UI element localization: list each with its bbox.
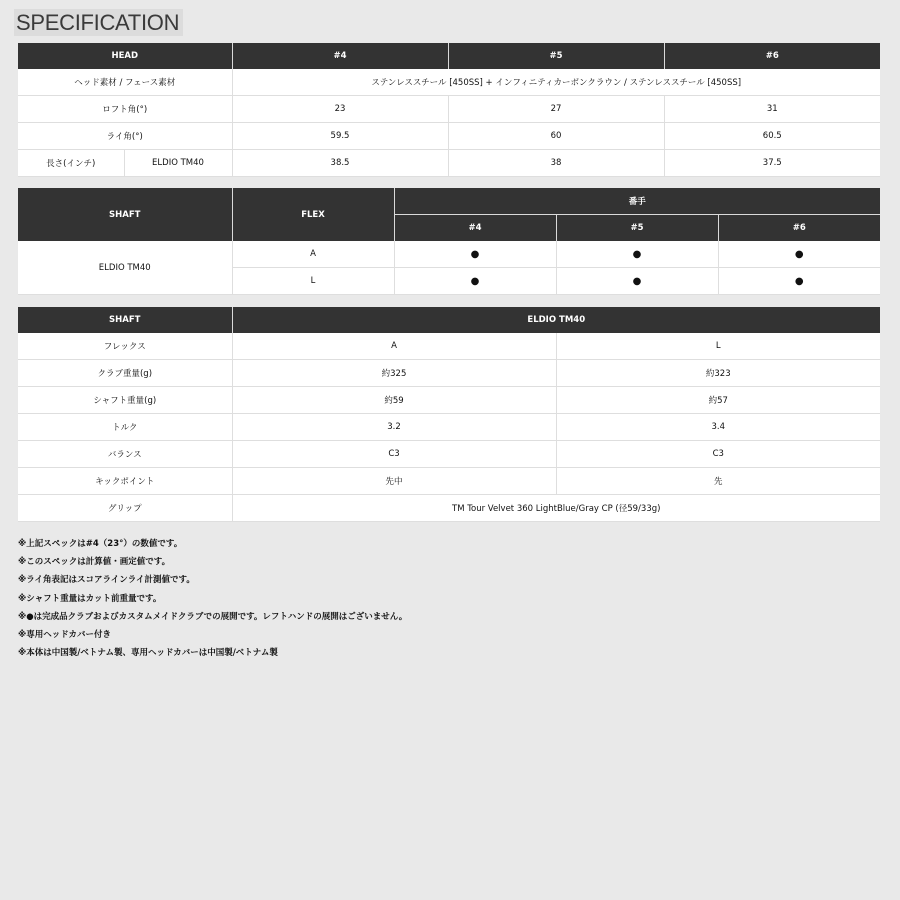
table-row bbox=[18, 69, 880, 96]
table-row bbox=[18, 96, 880, 123]
table-row bbox=[18, 241, 880, 268]
note-line: ※ライ角表記はスコアラインライ計測値です。 bbox=[18, 575, 195, 586]
table-row bbox=[18, 414, 880, 441]
shaft-name-header: ELDIO TM40 bbox=[232, 307, 880, 333]
table-cell: 3.2 bbox=[232, 414, 556, 441]
table-cell: 60 bbox=[448, 123, 664, 150]
head-spec-table bbox=[18, 43, 880, 177]
table-row bbox=[18, 360, 880, 387]
row-label: クラブ重量(g) bbox=[18, 360, 232, 387]
availability-mark: ● bbox=[556, 268, 718, 295]
grip-value: TM Tour Velvet 360 LightBlue/Gray CP (径59/33g) bbox=[232, 495, 880, 522]
row-label: トルク bbox=[18, 414, 232, 441]
table-cell: C3 bbox=[232, 441, 556, 468]
note-line: ※本体は中国製/ベトナム製、専用ヘッドカバーは中国製/ベトナム製 bbox=[18, 648, 278, 659]
flex-cell: L bbox=[232, 268, 394, 295]
table-cell: 3.4 bbox=[556, 414, 880, 441]
column-header: #6 bbox=[664, 43, 880, 69]
table-cell: 37.5 bbox=[664, 150, 880, 177]
table-row bbox=[18, 441, 880, 468]
shaft-header: SHAFT bbox=[18, 188, 232, 241]
table-cell: 約59 bbox=[232, 387, 556, 414]
table-cell: 先 bbox=[556, 468, 880, 495]
table-header-row bbox=[18, 188, 880, 215]
table-cell: 23 bbox=[232, 96, 448, 123]
row-label: ヘッド素材 / フェース素材 bbox=[18, 69, 232, 96]
page-title: SPECIFICATION bbox=[14, 9, 183, 36]
row-sublabel: ELDIO TM40 bbox=[124, 150, 232, 177]
row-label: グリップ bbox=[18, 495, 232, 522]
shaft-header: SHAFT bbox=[18, 307, 232, 333]
availability-mark: ● bbox=[718, 268, 880, 295]
availability-mark: ● bbox=[556, 241, 718, 268]
table-cell: 先中 bbox=[232, 468, 556, 495]
column-header: #4 bbox=[232, 43, 448, 69]
number-header: 番手 bbox=[394, 188, 880, 215]
table-cell: 27 bbox=[448, 96, 664, 123]
column-header: #6 bbox=[718, 215, 880, 242]
table-header-row bbox=[18, 307, 880, 333]
flex-cell: A bbox=[232, 241, 394, 268]
table-cell: 約325 bbox=[232, 360, 556, 387]
flex-header: FLEX bbox=[232, 188, 394, 241]
spec-notes bbox=[18, 535, 407, 662]
row-label: ライ角(°) bbox=[18, 123, 232, 150]
shaft-spec-table bbox=[18, 307, 880, 522]
note-line: ※このスペックは計算値・画定値です。 bbox=[18, 557, 171, 568]
table-cell: 38.5 bbox=[232, 150, 448, 177]
table-cell: L bbox=[556, 333, 880, 360]
availability-mark: ● bbox=[718, 241, 880, 268]
table-row bbox=[18, 150, 880, 177]
column-header: #5 bbox=[556, 215, 718, 242]
table-cell: 約323 bbox=[556, 360, 880, 387]
shaft-name: ELDIO TM40 bbox=[18, 241, 232, 295]
table-row bbox=[18, 123, 880, 150]
head-header: HEAD bbox=[18, 43, 232, 69]
table-row bbox=[18, 495, 880, 522]
table-cell: 59.5 bbox=[232, 123, 448, 150]
row-label: フレックス bbox=[18, 333, 232, 360]
material-value: ステンレススチール [450SS] + インフィニティカーボンクラウン / ステンレススチール [450SS] bbox=[232, 69, 880, 96]
table-cell: A bbox=[232, 333, 556, 360]
table-cell: 約57 bbox=[556, 387, 880, 414]
table-cell: C3 bbox=[556, 441, 880, 468]
note-line: ※●は完成品クラブおよびカスタムメイドクラブでの展開です。レフトハンドの展開はございません。 bbox=[18, 611, 408, 622]
column-header: #4 bbox=[394, 215, 556, 242]
table-cell: 31 bbox=[664, 96, 880, 123]
row-label: ロフト角(°) bbox=[18, 96, 232, 123]
table-cell: 38 bbox=[448, 150, 664, 177]
table-row bbox=[18, 468, 880, 495]
table-row bbox=[18, 333, 880, 360]
table-row bbox=[18, 387, 880, 414]
note-line: ※専用ヘッドカバー付き bbox=[18, 629, 112, 640]
row-label: 長さ(インチ) bbox=[18, 150, 124, 177]
note-line: ※上記スペックは#4（23°）の数値です。 bbox=[18, 539, 183, 549]
availability-mark: ● bbox=[394, 268, 556, 295]
row-label: キックポイント bbox=[18, 468, 232, 495]
shaft-availability-table bbox=[18, 188, 880, 295]
column-header: #5 bbox=[448, 43, 664, 69]
availability-mark: ● bbox=[394, 241, 556, 268]
table-header-row bbox=[18, 43, 880, 69]
note-line: ※シャフト重量はカット前重量です。 bbox=[18, 593, 162, 604]
row-label: バランス bbox=[18, 441, 232, 468]
row-label: シャフト重量(g) bbox=[18, 387, 232, 414]
table-cell: 60.5 bbox=[664, 123, 880, 150]
